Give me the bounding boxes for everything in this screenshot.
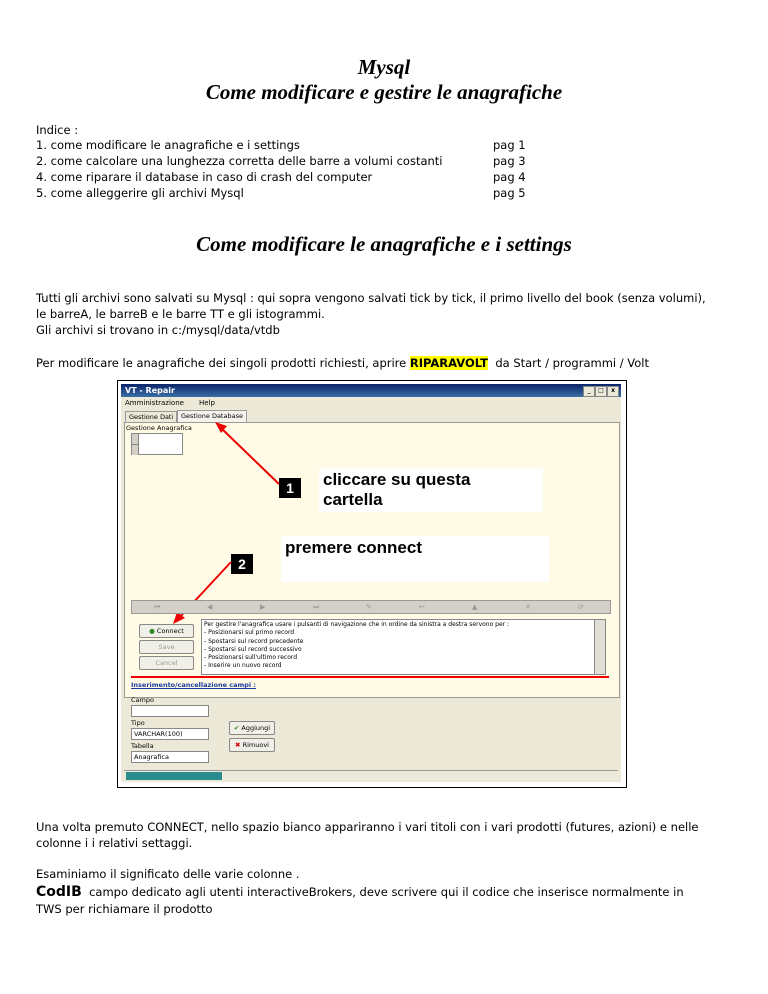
- para2-after: da Start / programmi / Volt: [488, 356, 649, 370]
- panel-header: Gestione Anagrafica: [126, 424, 192, 432]
- help-line: - Spostarsi sul record successivo: [204, 645, 302, 653]
- para1-line1: Tutti gli archivi sono salvati su Mysql : qui sopra vengono salvati tick by tick, il primo livello del book (senza volumi),: [36, 291, 706, 305]
- section-title: Come modificare le anagrafiche e i settings: [196, 232, 572, 256]
- index-item-2: 2. come calcolare una lunghezza corretta delle barre a volumi costanti: [36, 154, 443, 168]
- codib-desc: campo dedicato agli utenti interactiveBrokers, deve scrivere qui il codice che inserisce normalmente in: [81, 885, 684, 899]
- type-select[interactable]: VARCHAR(100): [131, 728, 209, 740]
- next-record-icon[interactable]: ▶: [260, 603, 266, 611]
- close-icon[interactable]: x: [607, 386, 619, 397]
- document-title: Mysql: [357, 55, 411, 79]
- tab-gestione-dati[interactable]: Gestione Dati: [125, 411, 177, 423]
- tab-gestione-database[interactable]: Gestione Database: [177, 410, 247, 423]
- window-title: VT - Repair: [125, 386, 175, 395]
- index-page-2: pag 3: [493, 154, 526, 168]
- index-item-1: 1. come modificare le anagrafiche e i settings: [36, 138, 300, 152]
- index-item-4: 5. come alleggerire gli archivi Mysql: [36, 186, 244, 200]
- document-subtitle: Come modificare e gestire le anagrafiche: [205, 80, 563, 104]
- annotation-arrows: [121, 384, 621, 784]
- connect-button[interactable]: ● Connect: [139, 624, 194, 638]
- remove-button[interactable]: ✖ Rimuovi: [229, 738, 275, 752]
- para3-line1: Una volta premuto CONNECT, nello spazio bianco appariranno i vari titoli con i vari prodotti (futures, azioni) e nelle: [36, 820, 699, 834]
- cancel-button[interactable]: Cancel: [139, 656, 194, 670]
- index-page-4: pag 5: [493, 186, 526, 200]
- cancel-record-icon[interactable]: ✕: [525, 603, 531, 611]
- post-record-icon[interactable]: ▲: [472, 603, 478, 611]
- help-line: - Spostarsi sul record precedente: [204, 637, 304, 645]
- codib-line2: TWS per richiamare il prodotto: [36, 902, 213, 916]
- insert-record-icon[interactable]: ✎: [366, 603, 372, 611]
- app-window: [121, 384, 621, 782]
- riparavolt-highlight: RIPARAVOLT: [409, 356, 489, 370]
- status-bar: [124, 770, 618, 781]
- annotation-number-1: 1: [279, 478, 301, 498]
- type-label: Tipo: [131, 719, 145, 727]
- table-label: Tabella: [131, 742, 154, 750]
- menu-amministrazione[interactable]: Amministrazione: [125, 399, 184, 407]
- index-page-1: pag 1: [493, 138, 526, 152]
- minimize-icon[interactable]: _: [583, 386, 595, 397]
- codib-line1: [36, 884, 684, 900]
- field-label: Campo: [131, 696, 154, 704]
- para1-line3: Gli archivi si trovano in c:/mysql/data/vtdb: [36, 323, 280, 337]
- help-line: - Inserire un nuovo record: [204, 662, 282, 670]
- prev-record-icon[interactable]: ◀: [207, 603, 213, 611]
- para2-before: Per modificare le anagrafiche dei singoli prodotti richiesti, aprire: [36, 356, 410, 370]
- add-button[interactable]: ✔ Aggiungi: [229, 721, 275, 735]
- annotation-number-2: 2: [231, 554, 253, 574]
- help-scrollbar[interactable]: [594, 619, 606, 675]
- navigation-toolbar: [131, 600, 611, 614]
- annotation-text-1-line1: cliccare su questa: [323, 470, 471, 489]
- help-line: - Posizionarsi sull'ultimo record: [204, 654, 298, 662]
- index-item-3: 4. come riparare il database in caso di crash del computer: [36, 170, 373, 184]
- index-heading: Indice :: [36, 123, 79, 137]
- maximize-icon[interactable]: □: [595, 386, 607, 397]
- annotation-text-2: premere connect: [281, 536, 549, 582]
- para1-line2: le barreA, le barreB e le barre TT e gli istogrammi.: [36, 307, 325, 321]
- index-page-3: pag 4: [493, 170, 526, 184]
- edit-record-icon[interactable]: ↩: [419, 603, 425, 611]
- field-input[interactable]: [131, 705, 209, 717]
- para3-line2: colonne i i relativi settaggi.: [36, 836, 193, 850]
- insert-section-label: Inserimento/cancellazione campi :: [131, 681, 257, 689]
- app-screenshot: [117, 380, 627, 788]
- status-progress: [126, 772, 222, 780]
- help-text-box: [201, 619, 597, 675]
- refresh-icon[interactable]: ⟳: [578, 603, 584, 611]
- first-record-icon[interactable]: ⏮: [154, 603, 161, 611]
- annotation-text-1-line2: cartella: [323, 490, 383, 509]
- para2: [36, 355, 649, 371]
- last-record-icon[interactable]: ⏭: [313, 603, 320, 611]
- table-select[interactable]: Anagrafica: [131, 751, 209, 763]
- red-underline: [131, 676, 609, 678]
- menu-help[interactable]: Help: [199, 399, 215, 407]
- save-button[interactable]: Save: [139, 640, 194, 654]
- help-line: - Posizionarsi sul primo record: [204, 629, 295, 637]
- para4: Esaminiamo il significato delle varie colonne .: [36, 867, 300, 881]
- help-line: Per gestire l'anagrafica usare i pulsanti di navigazione che in ordine da sinistra a destra servono per :: [204, 621, 510, 628]
- codib-label: CodIB: [36, 884, 82, 900]
